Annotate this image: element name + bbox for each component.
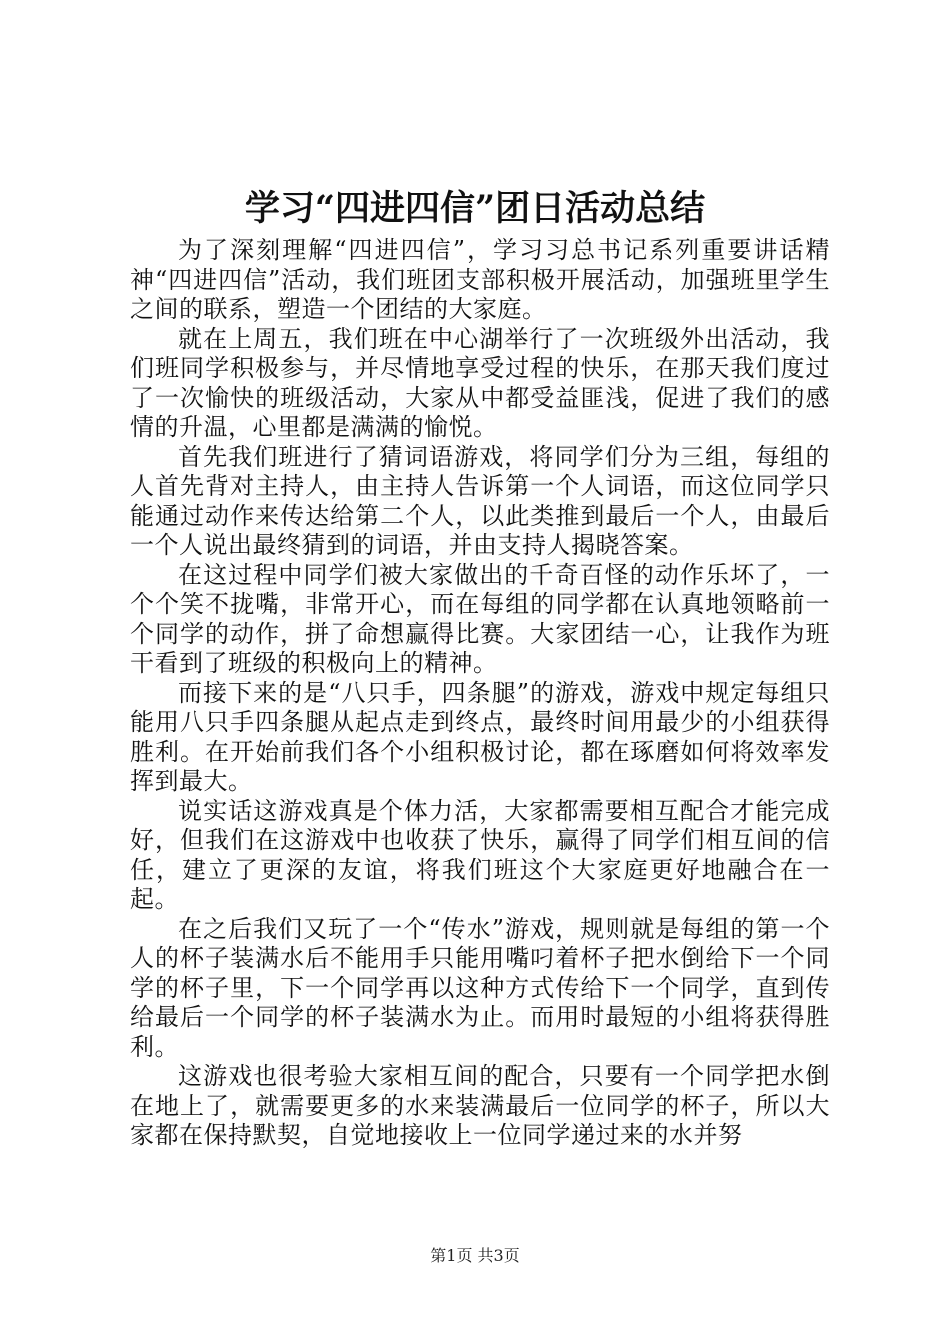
paragraph-8: 这游戏也很考验大家相互间的配合，只要有一个同学把水倒在地上了，就需要更多的水来装满最后一位同学的杯子，所以大家都在保持默契，自觉地接收上一位同学递过来的水并努 [130, 1062, 830, 1149]
paragraph-7: 在之后我们又玩了一个“传水”游戏，规则就是每组的第一个人的杯子装满水后不能用手只能用嘴叼着杯子把水倒给下一个同学的杯子里，下一个同学再以这种方式传给下一个同学，直到传给最后一个同学的杯子装满水为止。而用时最短的小组将获得胜利。 [130, 914, 830, 1061]
document-body [130, 236, 830, 1151]
page-number-footer: 第1页 共3页 [430, 1246, 520, 1265]
paragraph-2: 就在上周五，我们班在中心湖举行了一次班级外出活动，我们班同学积极参与，并尽情地享受过程的快乐，在那天我们度过了一次愉快的班级活动，大家从中都受益匪浅，促进了我们的感情的升温，心里都是满满的愉悦。 [130, 324, 830, 441]
paragraph-4: 在这过程中同学们被大家做出的千奇百怪的动作乐坏了，一个个笑不拢嘴，非常开心，而在每组的同学都在认真地领略前一个同学的动作，拼了命想赢得比赛。大家团结一心，让我作为班干看到了班级的积极向上的精神。 [130, 560, 830, 677]
paragraph-5: 而接下来的是“八只手，四条腿”的游戏，游戏中规定每组只能用八只手四条腿从起点走到终点，最终时间用最少的小组获得胜利。在开始前我们各个小组积极讨论，都在琢磨如何将效率发挥到最大。 [130, 678, 830, 795]
paragraph-1: 为了深刻理解“四进四信”，学习习总书记系列重要讲话精神“四进四信”活动，我们班团支部积极开展活动，加强班里学生之间的联系，塑造一个团结的大家庭。 [130, 236, 830, 323]
paragraph-6: 说实话这游戏真是个体力活，大家都需要相互配合才能完成好，但我们在这游戏中也收获了快乐，赢得了同学们相互间的信任，建立了更深的友谊，将我们班这个大家庭更好地融合在一起。 [130, 796, 830, 913]
paragraph-3: 首先我们班进行了猜词语游戏，将同学们分为三组，每组的人首先背对主持人，由主持人告诉第一个人词语，而这位同学只能通过动作来传达给第二个人，以此类推到最后一个人，由最后一个人说出最终猜到的词语，并由支持人揭晓答案。 [130, 442, 830, 559]
document-title: 学习“四进四信”团日活动总结 [244, 188, 706, 229]
